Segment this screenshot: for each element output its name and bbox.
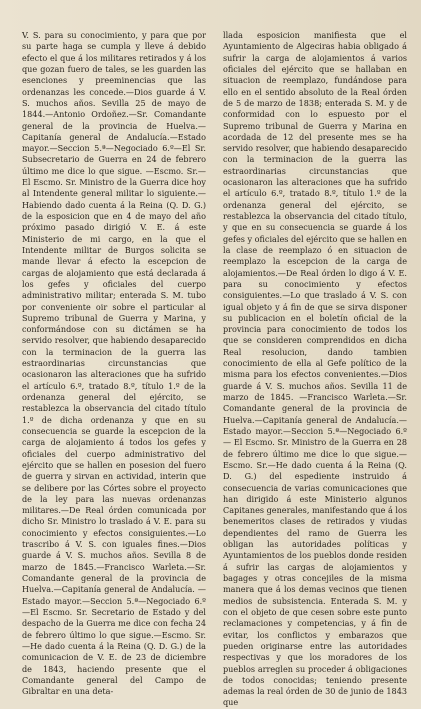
- left-column: [22, 30, 206, 697]
- right-column-text: llada esposicion manifiesta que el Ayuntamiento de Algeciras habia obligado á sufrir la carga de alojamientos á varios oficiales del ejército que se hallaban en situacion de reemplazo, fundándose para ello en el sentido absoluto de la Real órden de 5 de marzo de 1838; enterada S. M. y de conformidad con lo espuesto por el Supremo tribunal de Guerra y Marina en acordada de 12 del presente mes se ha servido resolver, que habiendo desaparecido con la terminacion de la guerra las estraordinarias circunstancias que ocasionaron las alteraciones que ha sufrido el artículo 6.º, tratado 8.º, título 1.º de la ordenanza general del ejército, se restablezca la observancia del citado título, y que en su consecuencia se guarde á los gefes y oficiales del ejército que se hallen en la clase de reemplazo ó en situacion de reemplazo la escepcion de la carga de alojamientos.—De Real órden lo digo á V. E. para su conocimiento y efectos consiguientes.—Lo que traslado á V. S. con igual objeto y á fin de que se sirva disponer su publicacion en el boletín oficial de la provincia para conocimiento de todos los que se consideren comprendidos en dicha Real resolucion, dando tambien conocimiento de ella al Gefe político de la misma para los efectos convenientes.—Dios guarde á V. S. muchos años. Sevilla 11 de marzo de 1845. —Francisco Warleta.—Sr. Comandante general de la provincia de Huelva.—Capitanía general de Andalucía.—Estado mayor.—Seccion 5.ª—Negociado 6.º— El Escmo. Sr. Ministro de la Guerra en 28 de febrero último me dice lo que sigue.—Escmo. Sr.—He dado cuenta á la Reina (Q. D. G.) del espediente instruido á consecuencia de varias comunicaciones que han dirigido á este Ministerio algunos Capitanes generales, manifestando que á los benemeritos clases de retirados y viudas dependientes del ramo de Guerra les obligan las autoridades políticas y Ayuntamientos de los pueblos donde residen á sufrir las cargas de alojamientos y bagages y otras concejiles de la misma manera que á los demas vecinos que tienen medios de subsistencia. Enterada S. M. y con el objeto de que cesen sobre este punto reclamaciones y competencias, y á fin de evitar, los conflictos y embarazos que pueden originarse entre las autoridades respectivas y que los moradores de los pueblos arreglen su proceder á obligaciones de todos conocidas; teniendo presente ademas la real órden de 30 de junio de 1843 que: [223, 30, 407, 708]
- left-column-text: V. S. para su conocimiento, y para que por su parte haga se cumpla y lleve á debido efecto el que á los militares retirados y á los que gozan fuero de tales, se les guarden las esenciones y preeminencias que las ordenanzas les concede.—Dios guarde á V. S. muchos años. Sevilla 25 de mayo de 1844.—Antonio Ordoñez.—Sr. Comandante general de la provincia de Huelva.—Capitanía general de Andalucía.—Estado mayor.—Seccion 5.ª—Negociado 6.º—El Sr. Subsecretario de Guerra en 24 de febrero último me dice lo que sigue. —Escmo. Sr.—El Escmo. Sr. Ministro de la Guerra dice hoy al Intendente general militar lo siguiente.—Habiendo dado cuenta á la Reina (Q. D. G.) de la esposicion que en 4 de mayo del año próximo pasado dirigió V. E. á este Ministerio de mi cargo, en la que el Intendente militar de Burgos solicita se mande llevar á efecto la escepcion de cargas de alojamiento que está declarada á los gefes y oficiales del cuerpo administrativo militar; enterada S. M. tubo por conveniente oir sobre el particular al Supremo tribunal de Guerra y Marina, y conformándose con su dictámen se ha servido resolver, que habiendo desaparecido con la terminacion de la guerra las estraordinarias circunstancias que ocasionaron las alteraciones que ha sufrido el artículo 6.º, tratado 8.º, título 1.º de la ordenanza general del ejército, se restablezca la observancia del citado título 1.º de dicha ordenanza y que en su consecuencia se guarde la escepcion de la carga de alojamiento á todos los gefes y oficiales del cuerpo administrativo del ejército que se hallen en posesion del fuero de guerra y sirvan en actividad, interin que se delibere por las Córtes sobre el proyecto de la ley para las nuevas ordenanzas militares.—De Real órden comunicada por dicho Sr. Ministro lo traslado á V. E. para su conocimiento y efectos consiguientes.—Lo trascribo á V. S. con iguales fines.—Dios guarde á V. S. muchos años. Sevilla 8 de marzo de 1845.—Francisco Warleta.—Sr. Comandante general de la provincia de Huelva.—Capitanía general de Andalucía. —Estado mayor.—Seccion 5.ª—Negociado 6.º—El Escmo. Sr. Secretario de Estado y del despacho de la Guerra me dice con fecha 24 de febrero último lo que sigue.—Escmo. Sr.—He dado cuenta á la Reina (Q. D. G.) de la comunicacion de V. E. de 23 de diciembre de 1843, haciendo presente que el Comandante general del Campo de Gibraltar en una deta-: [22, 30, 206, 697]
- text-columns: [22, 30, 407, 708]
- right-column: [223, 30, 407, 708]
